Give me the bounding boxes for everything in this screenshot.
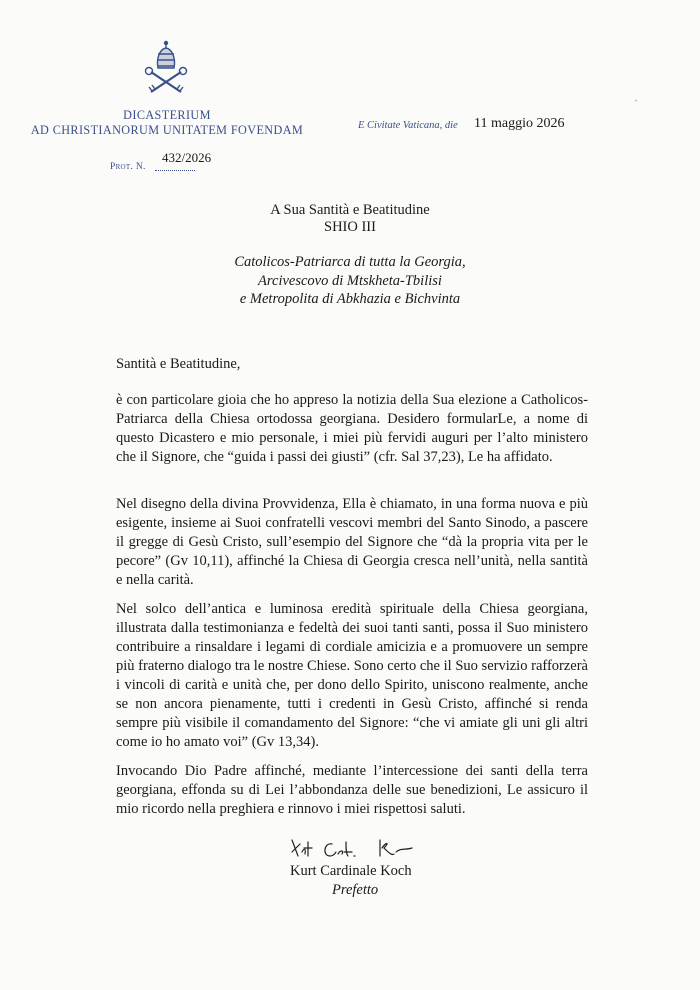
body-paragraph-2: Nel disegno della divina Provvidenza, Ella è chiamato, in una forma nuova e più esigente, insieme ai Suoi confratelli vescovi membri del Santo Sinodo, a pascere il gregge di Gesù Cristo, sull’esempio del Signore che “dà la propria vita per le pecore” (Gv 10,11), affinché la Chiesa di Georgia cresca nell’unità, nella santità e nella carità. — [116, 496, 588, 588]
place-label: E Civitate Vaticana, die — [358, 120, 458, 131]
body-paragraph-3: Nel solco dell’antica e luminosa eredità spirituale della Chiesa georgiana, illustrata dalla testimonianza e fedeltà dei suoi tanti santi, possa il Suo ministero contribuire a rinsaldare i legami di cordiale amicizia e a promuovere un sempre più fraterno dialogo tra le nostre Chiese. Sono certo che il Suo servizio rafforzerà i vincoli di carità e unità che, per dono dello Spirito, uniscono realmente, anche se non ancora pienamente, tutti i credenti in Gesù Cristo, affinché si renda sempre più visibile il comandamento del Signore: “che vi amiate gli uni gli altri come io ho amato voi” (Gv 13,34). — [116, 601, 588, 750]
protocol-label: Prot. N. — [110, 162, 146, 172]
body-paragraph-4: Invocando Dio Padre affinché, mediante l’intercessione dei santi della terra georgiana, effonda su di Lei l’abbondanza delle sue benedizioni, Le assicuro il mio ricordo nella preghiera e rinnovo i miei rispettosi saluti. — [116, 763, 588, 817]
addressee-name: SHIO III — [324, 219, 376, 235]
letter-date: 11 maggio 2026 — [474, 116, 565, 131]
papal-keys-tiara-icon — [141, 40, 191, 98]
protocol-number: 432/2026 — [162, 150, 212, 165]
addressee-line: Arcivescovo di Mtskheta-Tbilisi — [258, 272, 442, 289]
addressee-title: A Sua Santità e Beatitudine — [270, 202, 430, 218]
handwritten-signature — [288, 834, 418, 864]
addressee-titles — [0, 253, 700, 309]
margin-mark: ˏ — [634, 88, 638, 102]
addressee-line: e Metropolita di Abkhazia e Bichvinta — [239, 291, 461, 307]
addressee-line: Catolicos-Patriarca di tutta la Georgia, — [234, 254, 466, 270]
dicastery-name — [12, 108, 322, 138]
body-paragraph-1: è con particolare gioia che ho appreso la notizia della Sua elezione a Catholicos-Patriarca della Chiesa ortodossa georgiana. Desidero formularLe, a nome di questo Dicastero e mio personale, i miei più fervidi auguri per l’alto ministero che il Signore, che “guida i passi dei giusti” (cfr. Sal 37,23), Le ha affidato. — [116, 392, 588, 465]
signatory-title: Prefetto — [332, 882, 379, 898]
dicastery-line-2: AD CHRISTIANORUM UNITATEM FOVENDAM — [30, 123, 304, 137]
dicastery-line-1: DICASTERIUM — [123, 108, 211, 122]
salutation: Santità e Beatitudine, — [116, 356, 241, 372]
signatory-name: Kurt Cardinale Koch — [290, 863, 412, 879]
protocol-dotted-line — [155, 170, 195, 171]
